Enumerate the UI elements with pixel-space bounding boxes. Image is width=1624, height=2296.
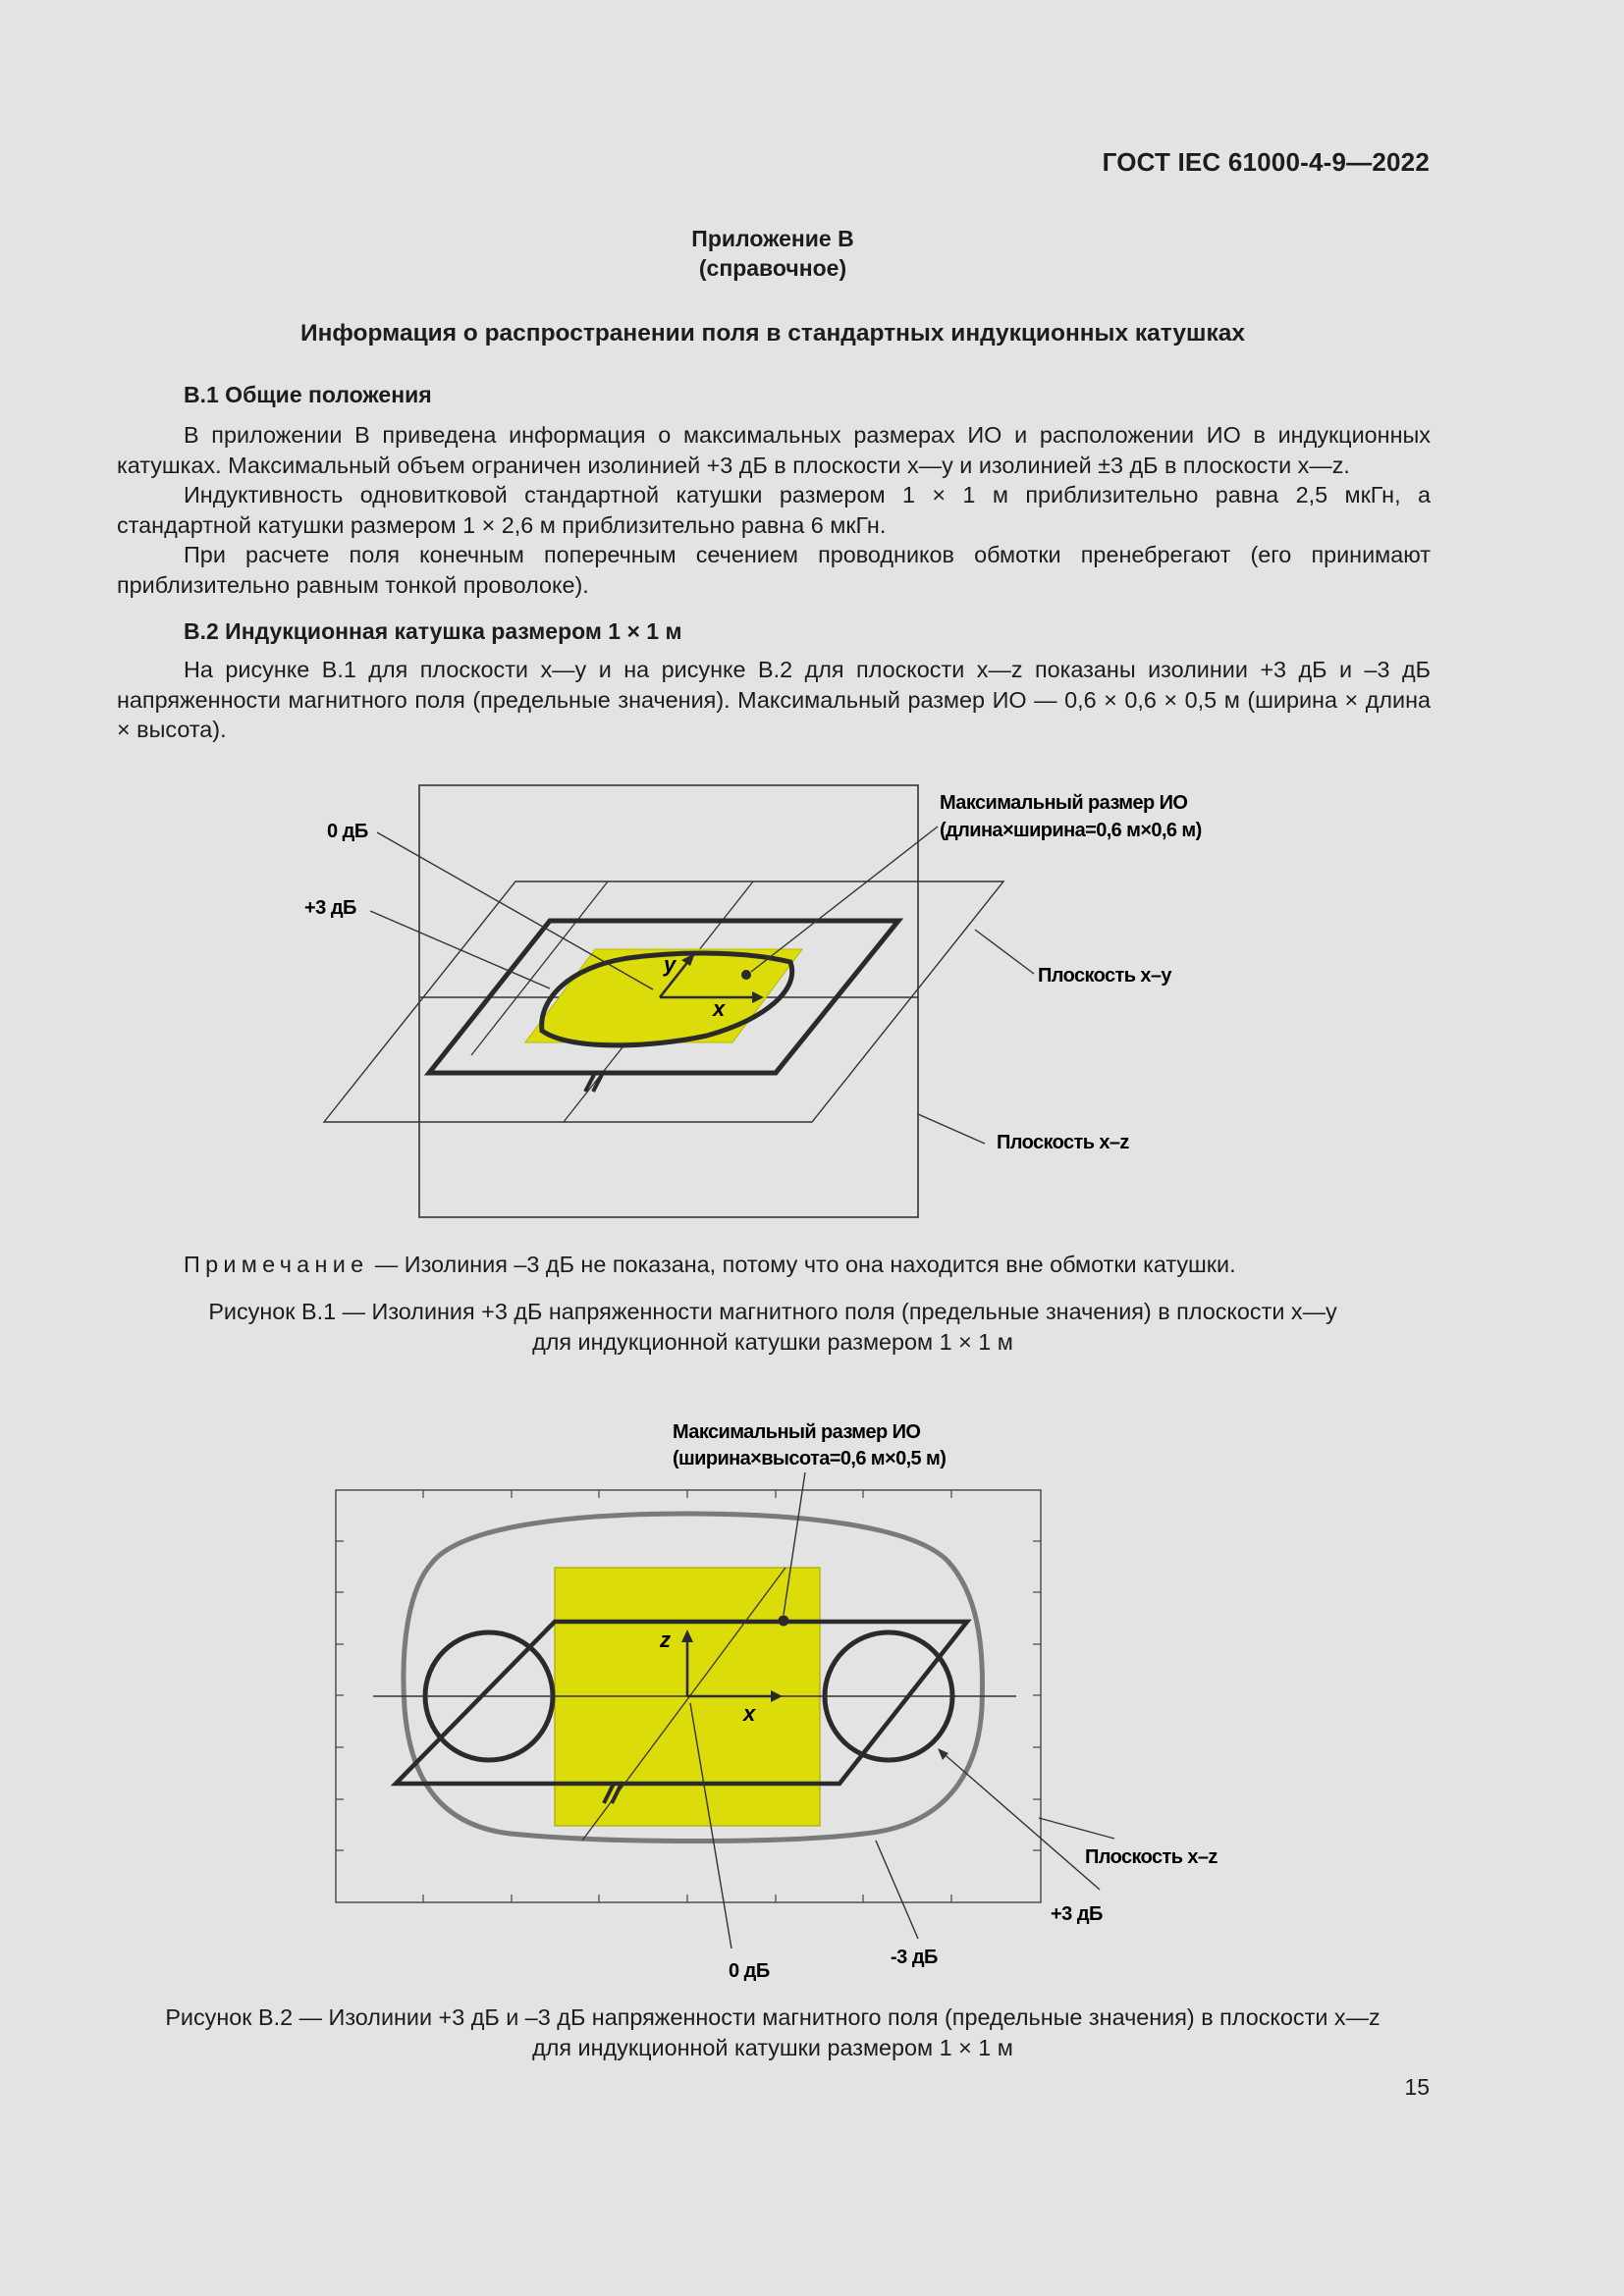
label-max-size-2: (ширина×высота=0,6 м×0,5 м) bbox=[673, 1448, 947, 1469]
figure-b1-caption bbox=[118, 1297, 1428, 1357]
label-max-size-1: Максимальный размер ИО bbox=[673, 1421, 921, 1443]
appendix-title: Информация о распространении поля в стандартных индукционных катушках bbox=[300, 320, 1245, 347]
label-0db: 0 дБ bbox=[729, 1960, 770, 1982]
label-plane-xz: Плоскость x–z bbox=[1085, 1846, 1218, 1868]
appendix-name: Приложение В bbox=[691, 226, 854, 251]
appendix-type: (справочное) bbox=[698, 255, 847, 281]
axis-x-label: x bbox=[743, 1701, 756, 1726]
label-0db: 0 дБ bbox=[327, 821, 368, 842]
label-plus3db: +3 дБ bbox=[1051, 1903, 1103, 1925]
section-heading-b1: В.1 Общие положения bbox=[184, 382, 432, 407]
paragraph: В приложении В приведена информация о максимальных размерах ИО и расположении ИО в индукционных катушках. Максимальный объем ограничен изолинией +3 дБ в плоскости x—y и изолинией ±3 дБ в плоскости x—z. bbox=[117, 422, 1431, 478]
figure-b2 bbox=[0, 1394, 1624, 1983]
figure-b2-caption bbox=[118, 2002, 1428, 2062]
caption-line: для индукционной катушки размером 1 × 1 м bbox=[532, 1328, 1013, 1355]
axis-x-label: x bbox=[713, 996, 726, 1021]
label-minus3db: -3 дБ bbox=[891, 1947, 938, 1968]
standard-number: ГОСТ IEC 61000-4-9—2022 bbox=[1102, 147, 1430, 177]
note-text: — Изолиния –3 дБ не показана, потому что она находится вне обмотки катушки. bbox=[368, 1252, 1236, 1277]
caption-line: Рисунок В.2 — Изолинии +3 дБ и –3 дБ напряженности магнитного поля (предельные значения) в плоскости x—z bbox=[165, 2004, 1380, 2030]
label-max-size-1: Максимальный размер ИО bbox=[940, 792, 1188, 814]
caption-line: для индукционной катушки размером 1 × 1 м bbox=[532, 2034, 1013, 2060]
paragraph: Индуктивность одновитковой стандартной катушки размером 1 × 1 м приблизительно равна 2,5 мкГн, а стандартной катушки размером 1 × 2,6 м приблизительно равна 6 мкГн. bbox=[117, 482, 1431, 538]
axis-z-label: z bbox=[660, 1628, 671, 1652]
label-max-size-2: (длина×ширина=0,6 м×0,6 м) bbox=[940, 820, 1202, 841]
label-plane-xy: Плоскость x–y bbox=[1038, 965, 1171, 987]
section-heading-b2: В.2 Индукционная катушка размером 1 × 1 м bbox=[184, 618, 682, 644]
label-plus3db: +3 дБ bbox=[304, 897, 356, 919]
note-prefix: Примечание bbox=[184, 1252, 369, 1277]
paragraph: При расчете поля конечным поперечным сечением проводников обмотки пренебрегают (его принимают приблизительно равным тонкой проволоке). bbox=[117, 542, 1431, 598]
paragraph: На рисунке В.1 для плоскости x—y и на рисунке В.2 для плоскости x—z показаны изолинии +3 дБ и –3 дБ напряженности магнитного поля (предельные значения). Максимальный размер ИО — 0,6 × 0,6 × 0,5 м (ширина × длина × высота). bbox=[117, 657, 1431, 742]
label-plane-xz: Плоскость x–z bbox=[997, 1132, 1129, 1153]
figure-b1-note bbox=[184, 1252, 1236, 1278]
axis-y-label: y bbox=[664, 952, 677, 977]
caption-line: Рисунок В.1 — Изолиния +3 дБ напряженности магнитного поля (предельные значения) в плоскости x—y bbox=[208, 1299, 1337, 1324]
page-number: 15 bbox=[1404, 2074, 1430, 2100]
